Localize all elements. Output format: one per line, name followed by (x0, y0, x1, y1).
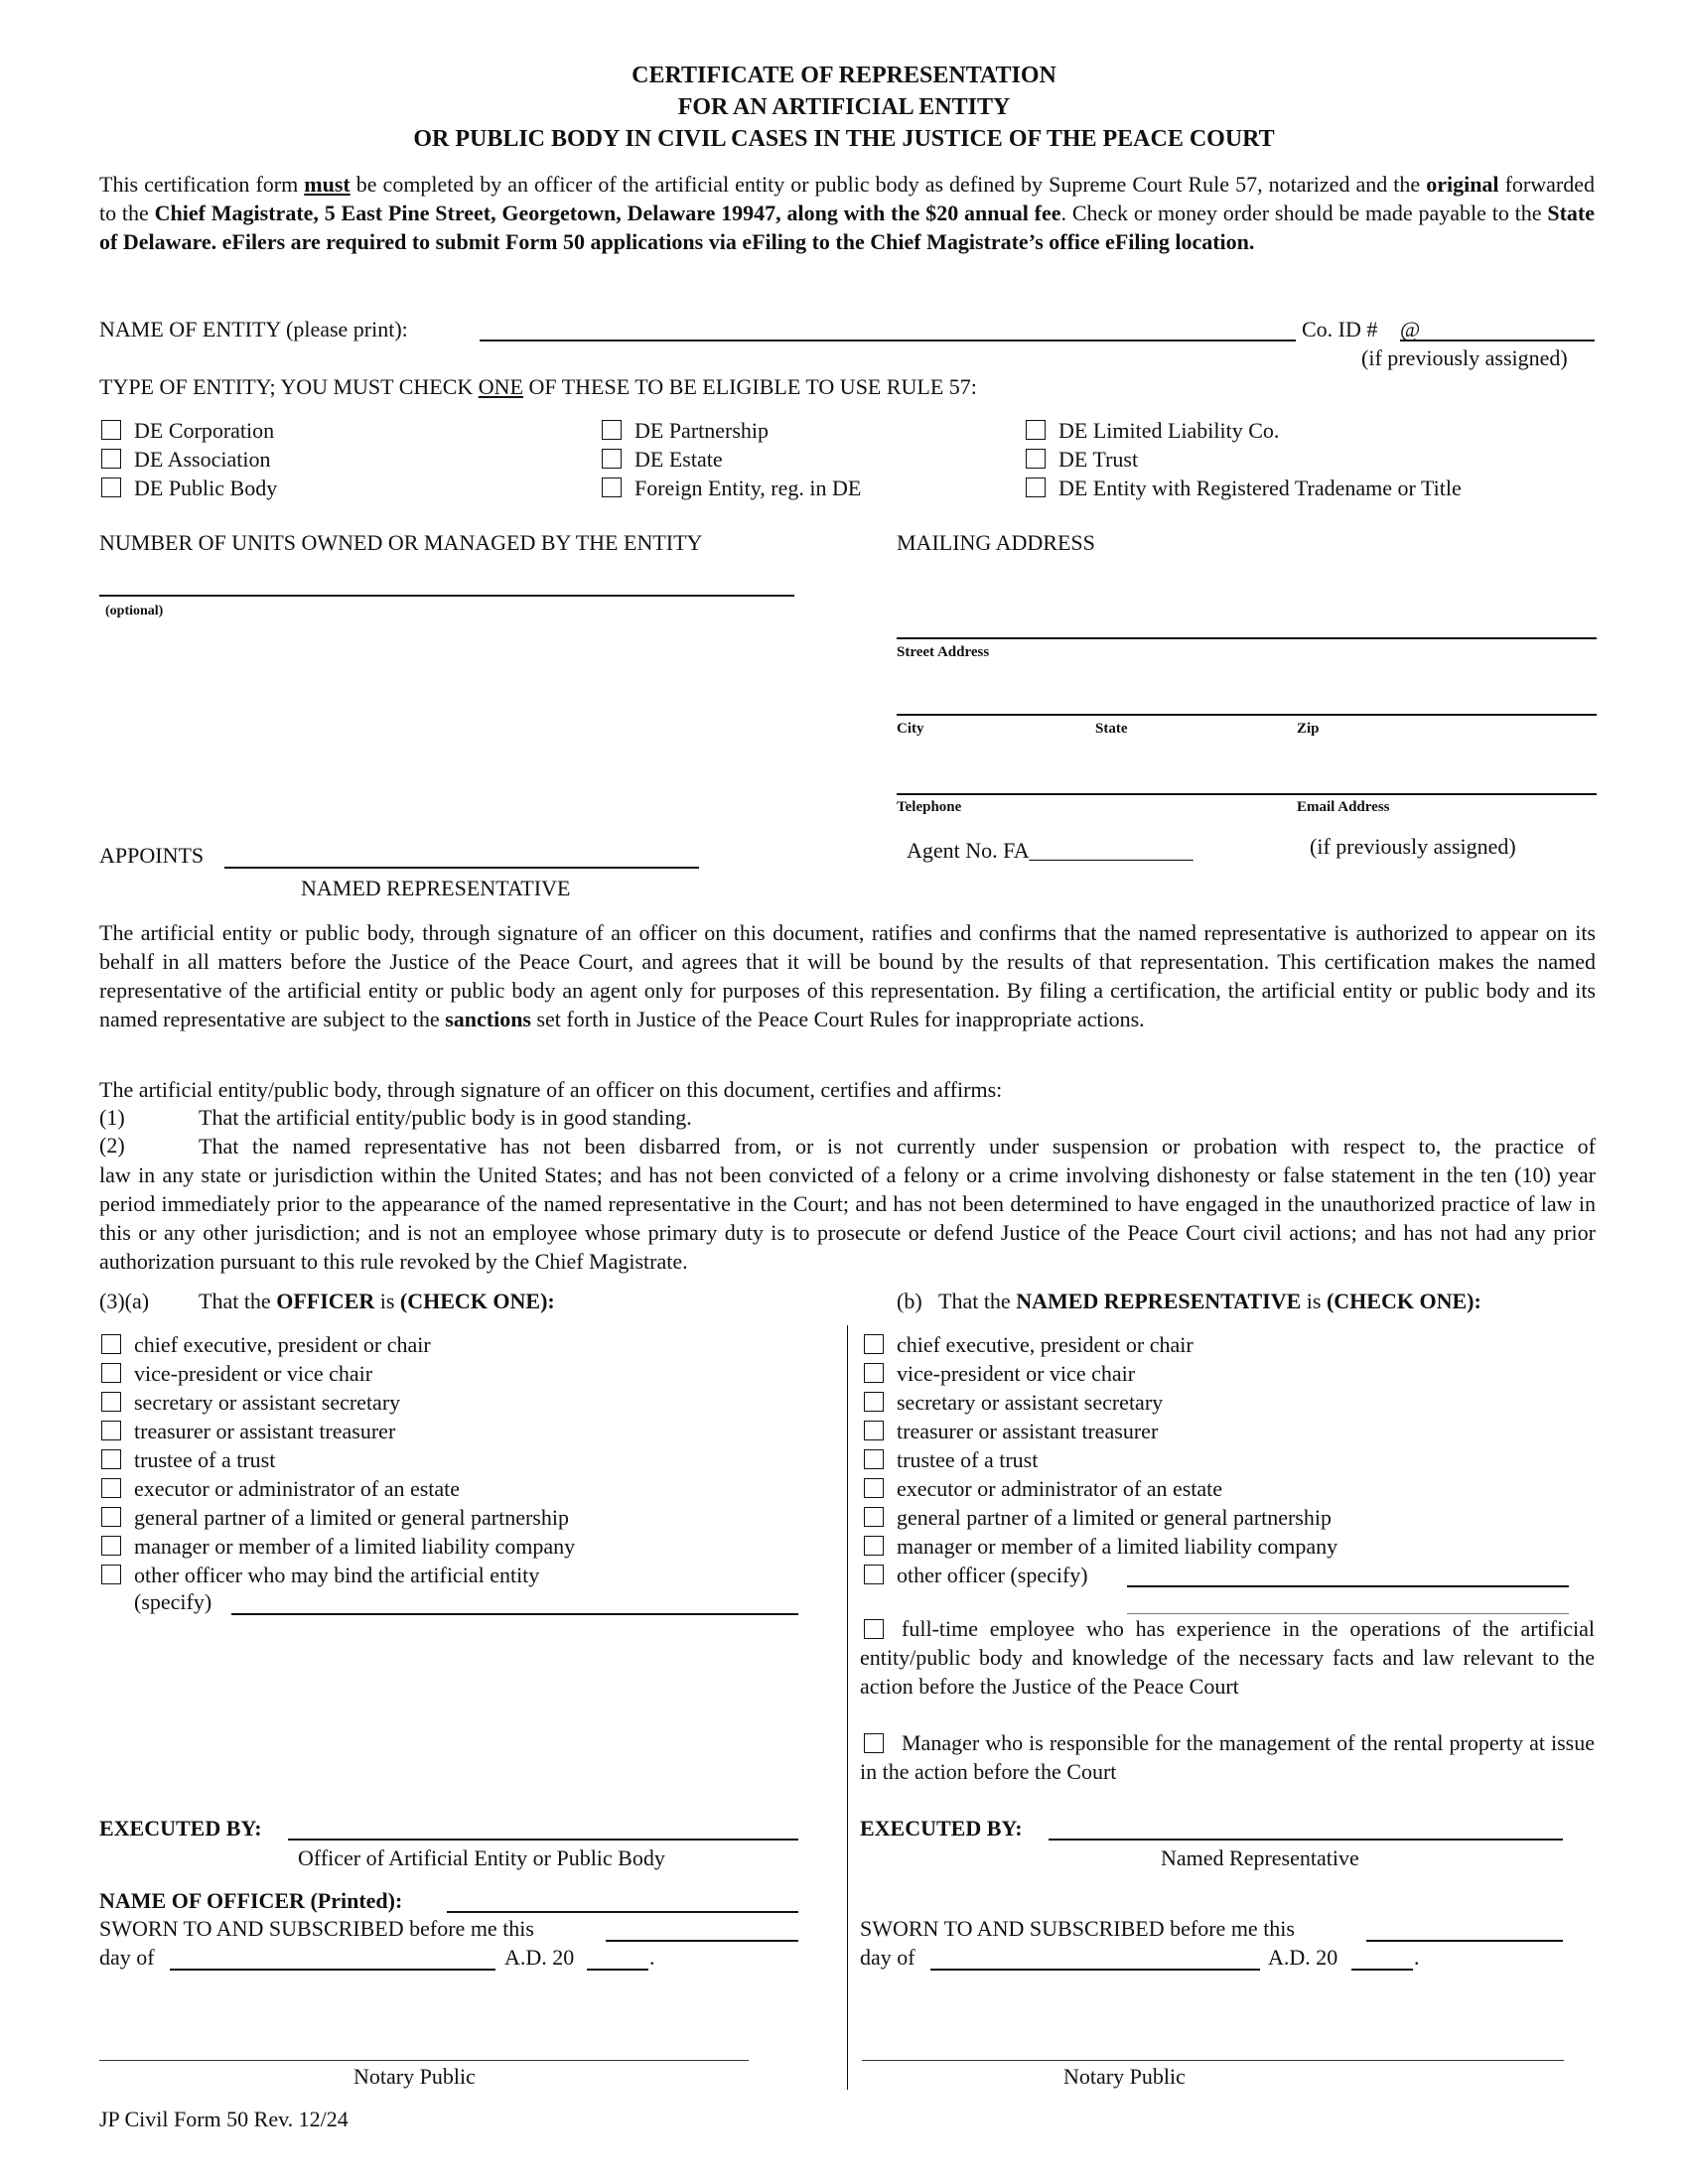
telephone-label: Telephone (897, 799, 962, 815)
coid-field[interactable] (1400, 340, 1595, 341)
checkbox[interactable] (864, 1478, 884, 1498)
checkbox[interactable] (864, 1334, 884, 1354)
officer-option[interactable]: other officer who may bind the artificial entity (99, 1561, 575, 1589)
checkbox[interactable] (602, 420, 622, 440)
rep-option[interactable]: general partner of a limited or general partnership (862, 1503, 1337, 1532)
units-label: NUMBER OF UNITS OWNED OR MANAGED BY THE ENTITY (99, 530, 703, 555)
officer-option[interactable]: manager or member of a limited liability company (99, 1532, 575, 1561)
city-state-zip-field[interactable] (897, 714, 1597, 716)
column-divider (847, 1325, 848, 2090)
rep-fulltime-text: full-time employee who has experience in the operations of the artificial entity/public body and knowledge of the necessary facts and law relevant to the action before the Justice of the Peace Court (860, 1616, 1595, 1699)
rep-year-field[interactable] (1351, 1969, 1413, 1971)
rep-option[interactable]: treasurer or assistant treasurer (862, 1417, 1337, 1445)
checkbox[interactable] (101, 1478, 121, 1498)
rep-option[interactable]: chief executive, president or chair (862, 1330, 1337, 1359)
appoints-label: APPOINTS (99, 843, 205, 868)
named-representative-field[interactable] (224, 867, 699, 869)
checkbox[interactable] (101, 1334, 121, 1354)
item1-number: (1) (99, 1105, 125, 1130)
entity-type-option[interactable]: DE Estate (600, 445, 861, 474)
street-field[interactable] (897, 637, 1597, 639)
phone-email-field[interactable] (897, 793, 1597, 795)
officer-sworn-label: SWORN TO AND SUBSCRIBED before me this (99, 1916, 534, 1941)
checkbox[interactable] (1026, 420, 1046, 440)
item2-number: (2) (99, 1133, 125, 1158)
street-label: Street Address (897, 644, 990, 660)
city-label: City (897, 721, 924, 737)
named-representative-caption: NAMED REPRESENTATIVE (301, 876, 571, 900)
entity-type-option[interactable]: DE Association (99, 445, 277, 474)
officer-notary-label: Notary Public (353, 2064, 476, 2089)
state-label: State (1095, 721, 1128, 737)
units-field[interactable] (99, 595, 794, 597)
entity-name-field[interactable] (480, 340, 1296, 341)
officer-day-field[interactable] (170, 1969, 495, 1971)
officer-option[interactable]: executor or administrator of an estate (99, 1474, 575, 1503)
rep-day-field[interactable] (930, 1969, 1260, 1971)
checkbox[interactable] (101, 1392, 121, 1412)
entity-type-col2 (600, 416, 861, 502)
rep-number: (b) (897, 1289, 922, 1313)
officer-day-of-label: day of (99, 1945, 155, 1970)
title-line-3: OR PUBLIC BODY IN CIVIL CASES IN THE JUSTICE OF THE PEACE COURT (413, 126, 1275, 152)
officer-notary-signature-line[interactable] (99, 2060, 749, 2061)
mailing-label: MAILING ADDRESS (897, 530, 1095, 555)
rep-signature-field[interactable] (1049, 1839, 1563, 1841)
item1-text: That the artificial entity/public body is in good standing. (199, 1105, 692, 1130)
entity-type-option[interactable]: DE Limited Liability Co. (1024, 416, 1462, 445)
entity-type-option[interactable]: Foreign Entity, reg. in DE (600, 474, 861, 502)
officer-executed-caption: Officer of Artificial Entity or Public Body (298, 1845, 665, 1870)
entity-type-option[interactable]: DE Trust (1024, 445, 1462, 474)
officer-option[interactable]: vice-president or vice chair (99, 1359, 575, 1388)
checkbox[interactable] (101, 449, 121, 469)
checkbox[interactable] (864, 1536, 884, 1556)
coid-label: Co. ID # (1302, 317, 1378, 341)
rep-option[interactable]: executor or administrator of an estate (862, 1474, 1337, 1503)
entity-name-label: NAME OF ENTITY (please print): (99, 317, 408, 341)
checkbox[interactable] (101, 420, 121, 440)
rep-option[interactable]: trustee of a trust (862, 1445, 1337, 1474)
officer-option[interactable]: trustee of a trust (99, 1445, 575, 1474)
units-optional: (optional) (105, 604, 164, 618)
rep-option[interactable]: secretary or assistant secretary (862, 1388, 1337, 1417)
entity-type-col1 (99, 416, 277, 502)
rep-executed-caption: Named Representative (1161, 1845, 1359, 1870)
agent-number: Agent No. FA_______________ (907, 838, 1194, 863)
officer-executed-by-label: EXECUTED BY: (99, 1816, 262, 1841)
rep-options (862, 1330, 1337, 1589)
checkbox[interactable] (864, 1565, 884, 1584)
checkbox[interactable] (101, 478, 121, 497)
checkbox[interactable] (602, 449, 622, 469)
title-line-1: CERTIFICATE OF REPRESENTATION (632, 63, 1056, 88)
coid-if-previous: (if previously assigned) (1361, 345, 1568, 370)
entity-type-col3 (1024, 416, 1462, 502)
rep-day-of-label: day of (860, 1945, 915, 1970)
email-label: Email Address (1297, 799, 1390, 815)
rep-period: . (1414, 1945, 1420, 1970)
checkbox[interactable] (1026, 449, 1046, 469)
officer-specify-label: (specify) (134, 1589, 212, 1614)
officer-name-printed-label: NAME OF OFFICER (Printed): (99, 1888, 403, 1913)
rep-sworn-label: SWORN TO AND SUBSCRIBED before me this (860, 1916, 1295, 1941)
officer-option[interactable]: general partner of a limited or general partnership (99, 1503, 575, 1532)
rep-specify-field[interactable] (1127, 1585, 1569, 1587)
agent-if-previous: (if previously assigned) (1310, 834, 1516, 859)
ratify-paragraph: The artificial entity or public body, through signature of an officer on this document, ratifies and confirms that the named representative is authorized to appear on its behalf in all matters before the Justice of the Peace Court, and agrees that it will be bound by the results of that representation. This certification makes the named representative of the artificial entity or public body an agent only for purposes of this representation. By filing a certification, the artificial entity or public body and its named representative are subject to the sanctions set forth in Justice of the Peace Court Rules for inappropriate actions. (99, 920, 1596, 1031)
intro-paragraph: This certification form must be completed by an officer of the artificial entity or public body as defined by Supreme Court Rule 57, notarized and the original forwarded to the Chief Magistrate, 5 East Pine Street, Georgetown, Delaware 19947, along with the $20 annual fee. Check or money order should be made payable to the State of Delaware. eFilers are required to submit Form 50 applications via eFiling to the Chief Magistrate’s office eFiling location. (99, 172, 1595, 254)
rep-ad-label: A.D. 20 (1268, 1945, 1338, 1970)
title-line-2: FOR AN ARTIFICIAL ENTITY (677, 94, 1011, 120)
rep-sworn-date-field[interactable] (1366, 1940, 1563, 1942)
rep-notary-label: Notary Public (1063, 2064, 1186, 2089)
officer-number: (3)(a) (99, 1289, 150, 1313)
checkbox[interactable] (101, 1363, 121, 1383)
officer-ad-label: A.D. 20 (504, 1945, 575, 1970)
rep-manager-text: Manager who is responsible for the management of the rental property at issue in the action before the Court (860, 1730, 1595, 1784)
rep-heading: That the NAMED REPRESENTATIVE is (CHECK ONE): (938, 1289, 1481, 1313)
officer-option[interactable]: treasurer or assistant treasurer (99, 1417, 575, 1445)
officer-options (99, 1330, 575, 1589)
item2-first-line: That the named representative has not been disbarred from, or is not currently under suspension or probation with respect to, the practice of (199, 1134, 1596, 1159)
checkbox[interactable] (864, 1449, 884, 1469)
zip-label: Zip (1297, 721, 1320, 737)
checkbox[interactable] (864, 1363, 884, 1383)
officer-specify-field[interactable] (231, 1613, 798, 1615)
coid-at: @ (1400, 317, 1421, 341)
officer-name-printed-field[interactable] (447, 1911, 798, 1913)
rep-option[interactable]: vice-president or vice chair (862, 1359, 1337, 1388)
entity-type-option[interactable]: DE Corporation (99, 416, 277, 445)
checkbox[interactable] (101, 1565, 121, 1584)
rep-executed-by-label: EXECUTED BY: (860, 1816, 1023, 1841)
checkbox[interactable] (101, 1449, 121, 1469)
officer-option[interactable]: secretary or assistant secretary (99, 1388, 575, 1417)
officer-year-field[interactable] (587, 1969, 648, 1971)
checkbox[interactable] (101, 1507, 121, 1527)
checkbox[interactable] (864, 1392, 884, 1412)
item2-text: law in any state or jurisdiction within the United States; and has not been convicted of a felony or a crime involving dishonesty or false statement in the ten (10) year period immediately prior to the appearance of the named representative in the Court; and has not been determined to have engaged in the unauthorized practice of law in this or any other jurisdiction; and is not an employee whose primary duty is to prosecute or defend Justice of the Peace Court civil actions; and has not had any prior authorization pursuant to this rule revoked by the Chief Magistrate. (99, 1162, 1596, 1274)
certifies-intro: The artificial entity/public body, through signature of an officer on this document, certifies and affirms: (99, 1077, 1003, 1102)
entity-type-option[interactable]: DE Partnership (600, 416, 861, 445)
rep-notary-signature-line[interactable] (862, 2060, 1564, 2061)
officer-period: . (649, 1945, 655, 1970)
checkbox[interactable] (1026, 478, 1046, 497)
rep-option[interactable]: manager or member of a limited liability company (862, 1532, 1337, 1561)
checkbox[interactable] (101, 1421, 121, 1440)
checkbox[interactable] (101, 1536, 121, 1556)
officer-signature-field[interactable] (288, 1839, 798, 1841)
rep-option[interactable]: other officer (specify) (862, 1561, 1337, 1589)
entity-type-option[interactable]: DE Public Body (99, 474, 277, 502)
officer-sworn-date-field[interactable] (606, 1940, 798, 1942)
checkbox[interactable] (864, 1421, 884, 1440)
checkbox[interactable] (864, 1507, 884, 1527)
officer-heading: That the OFFICER is (CHECK ONE): (199, 1289, 555, 1313)
officer-option[interactable]: chief executive, president or chair (99, 1330, 575, 1359)
checkbox[interactable] (602, 478, 622, 497)
form-id: JP Civil Form 50 Rev. 12/24 (99, 2107, 349, 2131)
entity-type-label: TYPE OF ENTITY; YOU MUST CHECK ONE OF THESE TO BE ELIGIBLE TO USE RULE 57: (99, 374, 977, 399)
entity-type-option[interactable]: DE Entity with Registered Tradename or Title (1024, 474, 1462, 502)
